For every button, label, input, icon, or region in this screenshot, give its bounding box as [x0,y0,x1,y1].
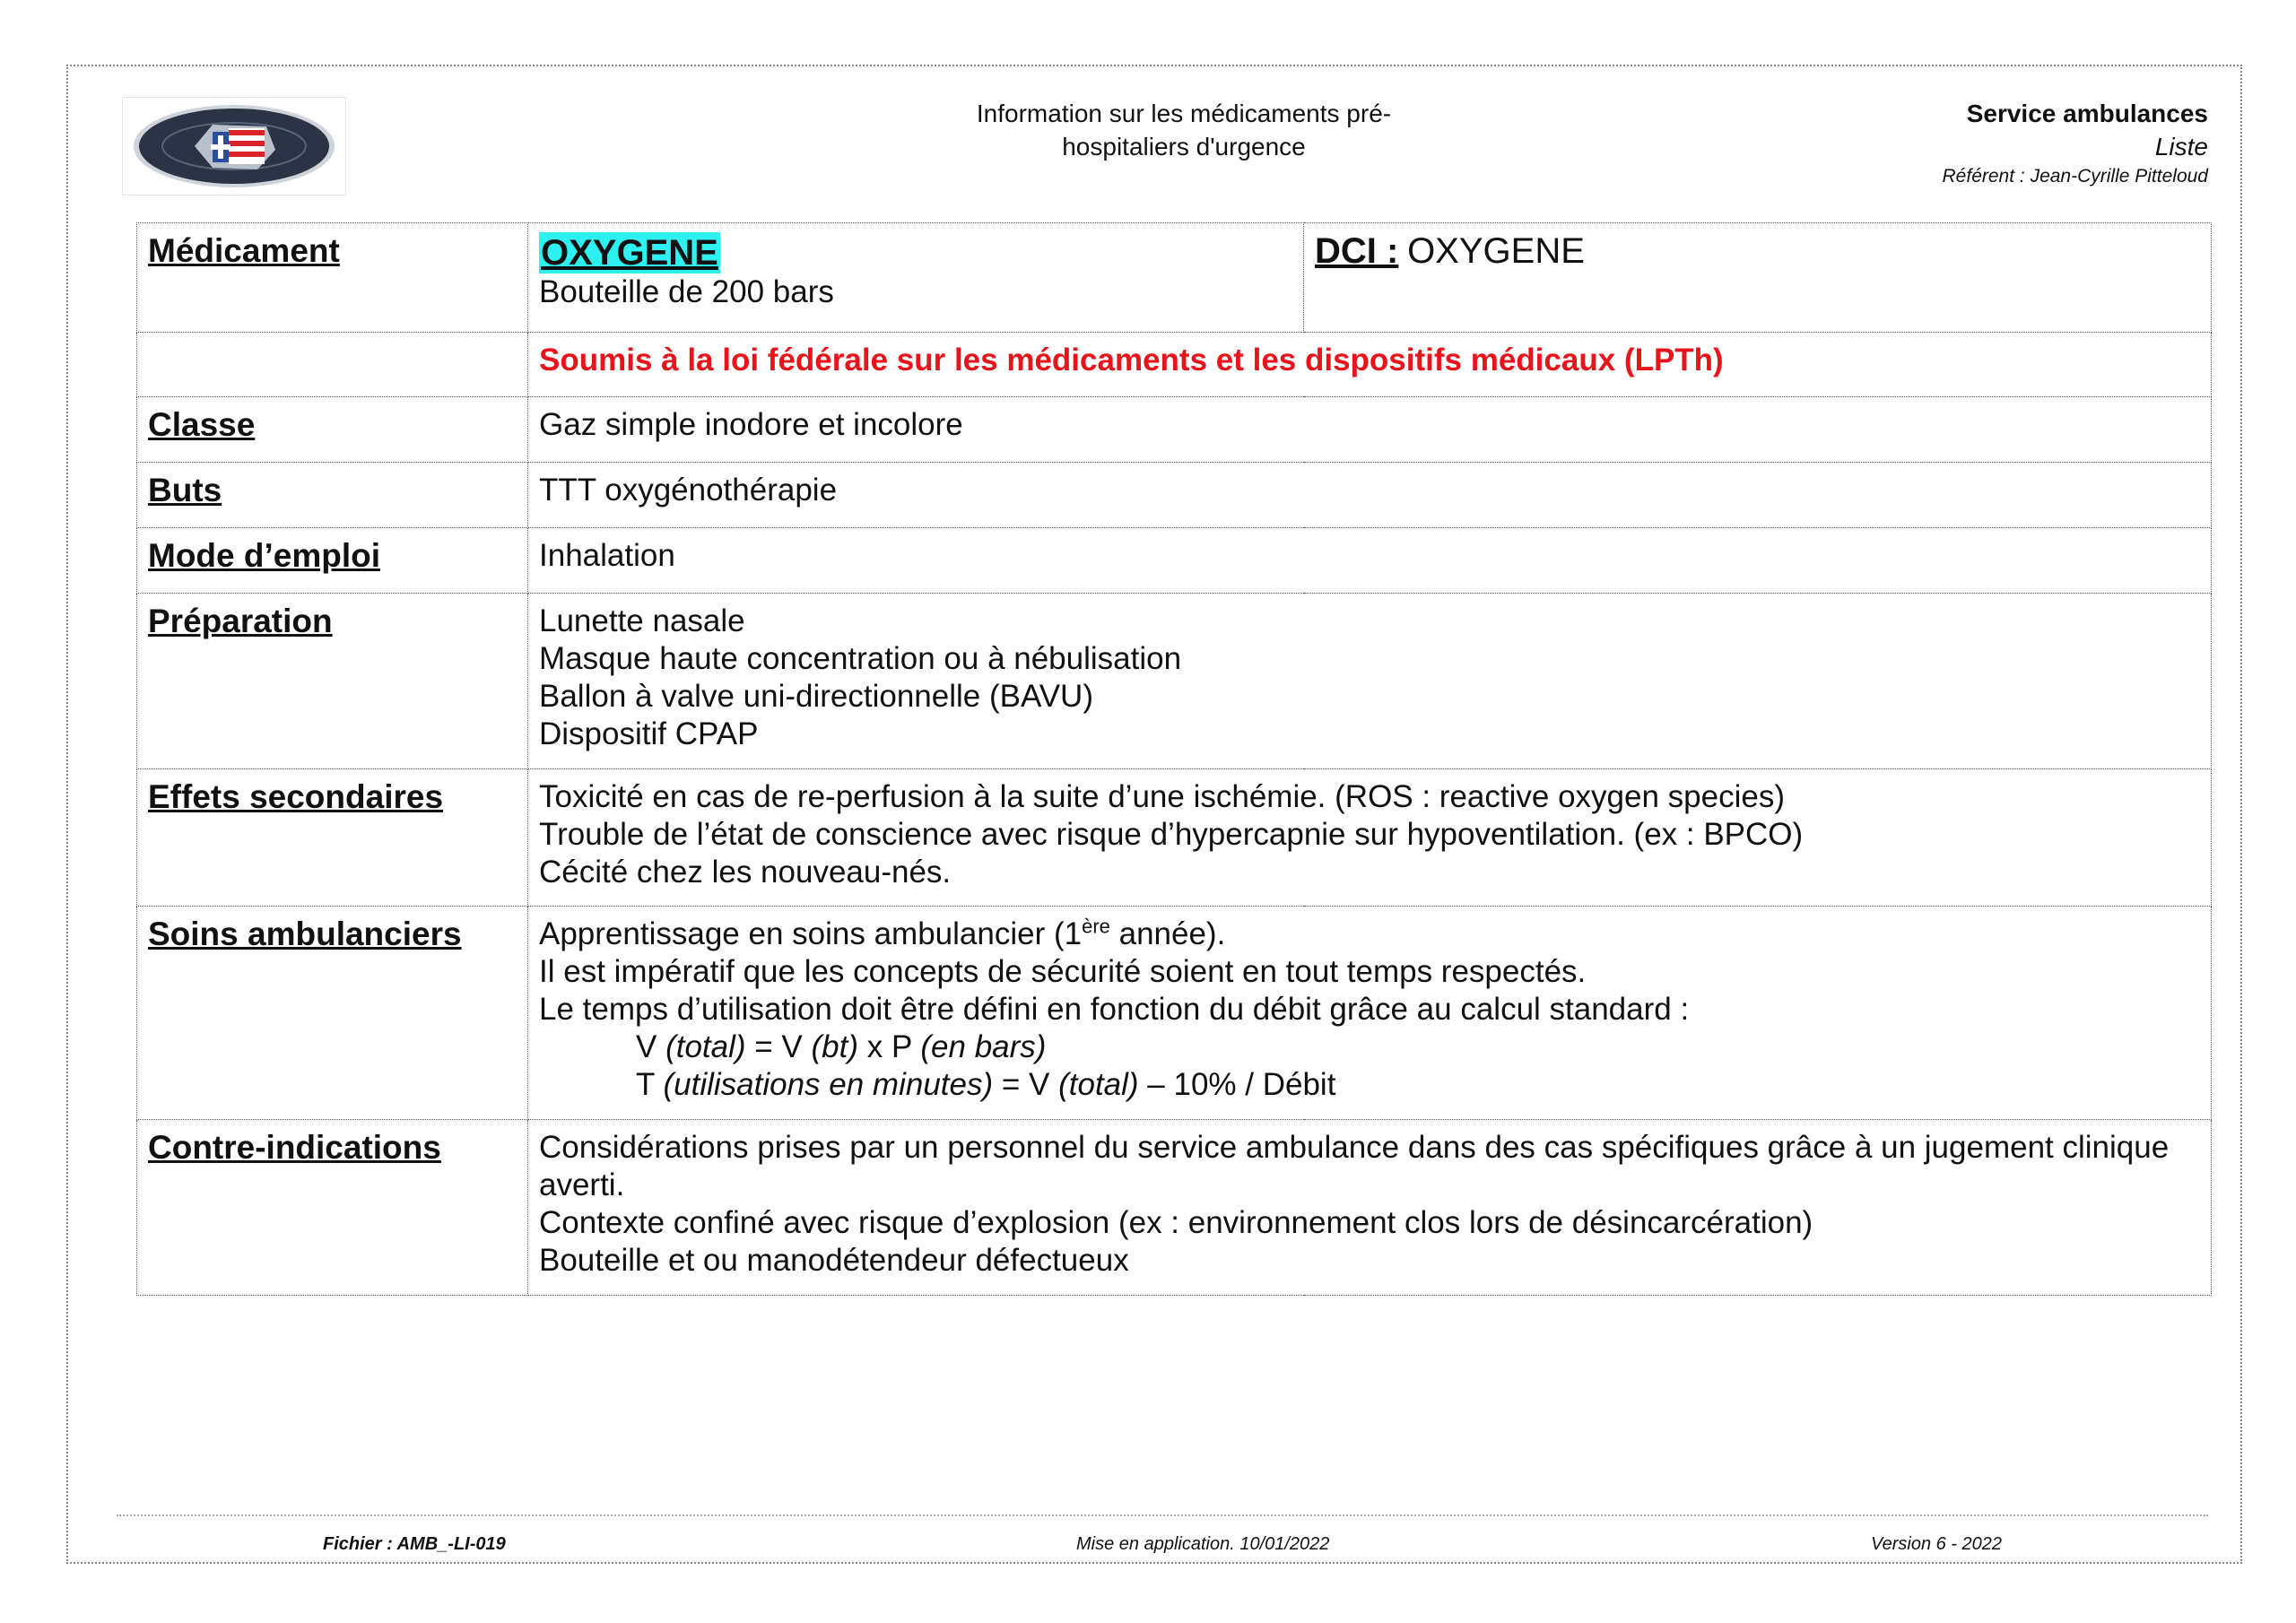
title-line-2: hospitaliers d'urgence [1062,133,1306,161]
formula-part: (en bars) [920,1029,1047,1064]
row-medicament [137,223,2212,333]
row-label-contre: Contre-indications [148,1129,441,1166]
value-cell [528,594,2212,769]
preparation-line: Lunette nasale [539,603,745,638]
dci-value: OXYGENE [1407,231,1585,271]
soins-text: année). [1109,916,1226,951]
title-line-1: Information sur les médicaments pré- [976,100,1392,127]
mode-text: Inhalation [539,538,675,573]
row-soins [137,907,2212,1120]
header-right [1580,97,2208,190]
dci-label: DCI : [1315,231,1399,271]
row-buts [137,463,2212,528]
drug-form: Bouteille de 200 bars [539,274,834,309]
formula-time [539,1066,2200,1104]
service-logo [122,97,346,195]
effets-line: Cécité chez les nouveau-nés. [539,855,952,890]
drug-cell [528,223,1304,333]
row-preparation [137,594,2212,769]
label-cell [137,907,528,1120]
label-cell [137,528,528,594]
label-cell [137,397,528,463]
row-label-classe: Classe [148,406,256,443]
formula-volume [539,1028,2200,1066]
soins-line-1 [539,916,2200,953]
row-label-effets: Effets secondaires [148,778,444,815]
formula-part: (utilisations en minutes) [663,1067,994,1102]
label-cell [137,223,528,333]
formula-part: x P [858,1029,921,1064]
label-cell [137,594,528,769]
footer-divider [117,1515,2208,1516]
classe-text: Gaz simple inodore et incolore [539,407,963,442]
service-name: Service ambulances [1966,100,2208,127]
value-cell [528,397,2212,463]
contre-line: Considérations prises par un personnel du service ambulance dans des cas spécifiques grâce à un jugement clinique averti. [539,1130,2170,1202]
row-label-mode: Mode d’emploi [148,537,380,574]
formula-part: V [636,1029,666,1064]
label-cell [137,769,528,907]
formula-part: – 10% / Débit [1138,1067,1336,1102]
formula-part: = V [993,1067,1059,1102]
referent: Référent : Jean-Cyrille Pitteloud [1942,166,2208,187]
legal-cell [528,333,2212,397]
dci-cell [1304,223,2212,333]
formula-part: (bt) [811,1029,859,1064]
contre-line: Contexte confiné avec risque d’explosion (ex : environnement clos lors de désincarcération) [539,1205,1813,1240]
row-label-medicament: Médicament [148,232,340,269]
value-cell [528,1120,2212,1296]
row-contre [137,1120,2212,1296]
contre-line: Bouteille et ou manodétendeur défectueux [539,1243,1129,1278]
formula-part: (total) [665,1029,746,1064]
formula-part: T [636,1067,664,1102]
footer-file: Fichier : AMB_-LI-019 [323,1534,506,1554]
buts-text: TTT oxygénothérapie [539,473,838,508]
superscript: ère [1082,915,1110,938]
value-cell [528,528,2212,594]
row-label-buts: Buts [148,472,222,508]
value-cell [528,907,2212,1120]
row-label-preparation: Préparation [148,603,333,639]
formula-part: (total) [1058,1067,1139,1102]
preparation-line: Masque haute concentration ou à nébulisation [539,641,1182,676]
logo-emblem-icon [123,98,345,195]
drug-name: OXYGENE [541,233,718,273]
label-cell [137,1120,528,1296]
soins-text: Apprentissage en soins ambulancier (1 [539,916,1083,951]
medication-table [136,222,2212,1296]
document-type: Liste [2154,133,2208,161]
legal-notice: Soumis à la loi fédérale sur les médicaments et les dispositifs médicaux (LPTh) [539,343,1724,378]
row-mode [137,528,2212,594]
row-effets [137,769,2212,907]
document-title [897,97,1471,163]
label-cell-empty [137,333,528,397]
row-classe [137,397,2212,463]
footer-date: Mise en application. 10/01/2022 [1076,1534,1330,1554]
soins-line-3: Le temps d’utilisation doit être défini en fonction du débit grâce au calcul standard : [539,992,1690,1027]
effets-line: Trouble de l’état de conscience avec risque d’hypercapnie sur hypoventilation. (ex : BPCO) [539,817,1804,852]
footer-version: Version 6 - 2022 [1871,1534,2003,1554]
row-legal [137,333,2212,397]
label-cell [137,463,528,528]
value-cell [528,769,2212,907]
soins-line-2: Il est impératif que les concepts de sécurité soient en tout temps respectés. [539,954,1587,989]
value-cell [528,463,2212,528]
preparation-line: Dispositif CPAP [539,716,759,751]
preparation-line: Ballon à valve uni-directionnelle (BAVU) [539,679,1093,714]
effets-line: Toxicité en cas de re-perfusion à la suite d’une ischémie. (ROS : reactive oxygen species) [539,779,1785,814]
row-label-soins: Soins ambulanciers [148,916,462,952]
formula-part: = V [745,1029,812,1064]
